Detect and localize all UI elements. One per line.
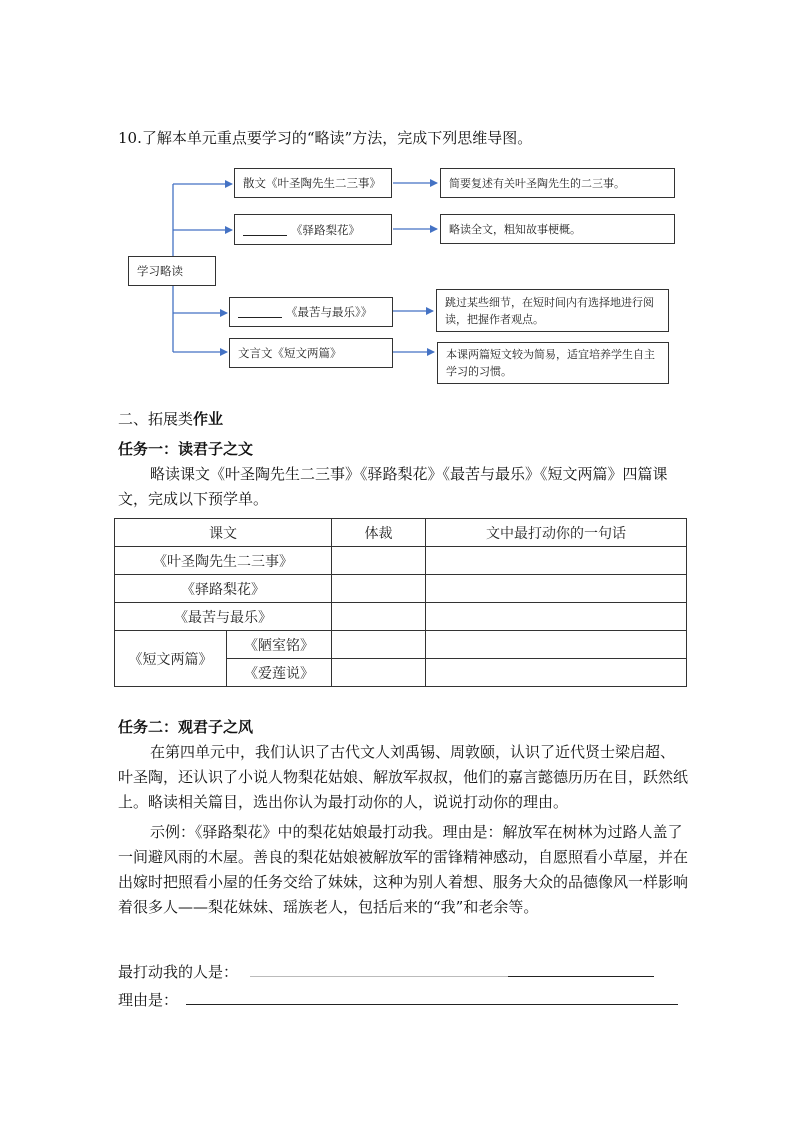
blank-line[interactable] [243,224,287,236]
mindmap-branch-4 [229,338,393,368]
task2-title: 任务二：观君子之风 [118,718,254,736]
reason-answer-line[interactable] [186,1004,678,1005]
quote-cell[interactable] [426,603,687,631]
branch-1-prefix: 散文 [243,176,266,190]
task2-paragraph-1: 在第四单元中，我们认识了古代文人刘禹锡、周敦颐，认识了近代贤士梁启超、叶圣陶，还认识了小说人物梨花姑娘、解放军叔叔，他们的嘉言懿德历历在目，跃然纸上。略读相关篇目，选出你认为最打动你的人，说说打动你的理由。 [118,743,689,811]
branch-3-text: 《最苦与最乐》》 [286,305,373,319]
desc-2-text: 略读全文，粗知故事梗概。 [449,222,581,236]
branch-1-text: 《叶圣陶先生二三事》 [266,176,381,190]
mindmap-branch-2 [234,214,392,245]
group-title: 《短文两篇》 [115,631,227,687]
desc-4-text: 本课两篇短文较为简易，适宜培养学生自主学习的习惯。 [446,348,655,378]
person-answer-line[interactable] [508,976,654,977]
quote-cell[interactable] [426,575,687,603]
mindmap-connectors [0,0,800,400]
task1-intro: 略读课文《叶圣陶先生二三事》《驿路梨花》《最苦与最乐》《短文两篇》四篇课文，完成以下预学单。 [118,465,668,508]
row-title: 《最苦与最乐》 [115,603,332,631]
branch-2-text: 《驿路梨花》 [291,222,360,237]
desc-3-text: 跳过某些细节，在短时间内有选择地进行阅读，把握作者观点。 [445,295,654,326]
mindmap-branch-1 [234,168,392,198]
genre-cell[interactable] [332,659,426,687]
mindmap-desc-2 [440,214,675,244]
task2-example: 示例：《驿路梨花》中的梨花姑娘最打动我。理由是：解放军在树林为过路人盖了一间避风雨的木屋。善良的梨花姑娘被解放军的雷锋精神感动，自愿照看小草屋，并在出嫁时把照看小屋的任务交给了妹妹，这种为别人着想、服务大众的品德像风一样影响着很多人——梨花妹妹、瑶族老人，包括后来的“我”和老余等。 [118,823,689,916]
reason-label: 理由是： [118,991,179,1009]
section-title-prefix: 二、拓展类 [118,410,194,428]
row-title: 《叶圣陶先生二三事》 [115,547,332,575]
mindmap-desc-1 [440,168,675,198]
row-title: 《驿路梨花》 [115,575,332,603]
quote-cell[interactable] [426,659,687,687]
header-genre: 体裁 [332,519,426,547]
table-header-row [115,519,687,547]
preview-table [114,518,687,687]
header-quote: 文中最打动你的一句话 [426,519,687,547]
branch-4-prefix: 文言文 [238,346,273,360]
branch-4-text: 《短文两篇》 [272,346,342,360]
blank-line[interactable] [238,306,282,318]
task1-title: 任务一：读君子之文 [118,440,254,458]
table-row [115,547,687,575]
table-row [115,575,687,603]
mindmap-branch-3 [229,297,393,327]
genre-cell[interactable] [332,603,426,631]
subrow-title: 《爱莲说》 [227,659,332,687]
mindmap-desc-4 [437,342,669,384]
mindmap-root-label: 学习略读 [137,264,183,278]
genre-cell[interactable] [332,547,426,575]
person-answer-line-faint[interactable] [250,976,508,977]
quote-cell[interactable] [426,547,687,575]
table-row [115,631,687,659]
genre-cell[interactable] [332,575,426,603]
subrow-title: 《陋室铭》 [227,631,332,659]
section-title-bold: 作业 [193,410,224,428]
mindmap-desc-3 [436,289,669,332]
person-label: 最打动我的人是： [118,963,239,981]
header-text: 课文 [115,519,332,547]
genre-cell[interactable] [332,631,426,659]
desc-1-text: 简要复述有关叶圣陶先生的二三事。 [449,176,625,190]
section-title [118,408,223,429]
quote-cell[interactable] [426,631,687,659]
mindmap-root [128,256,216,286]
question-title: 10.了解本单元重点要学习的“略读”方法，完成下列思维导图。 [118,129,533,147]
table-row [115,603,687,631]
